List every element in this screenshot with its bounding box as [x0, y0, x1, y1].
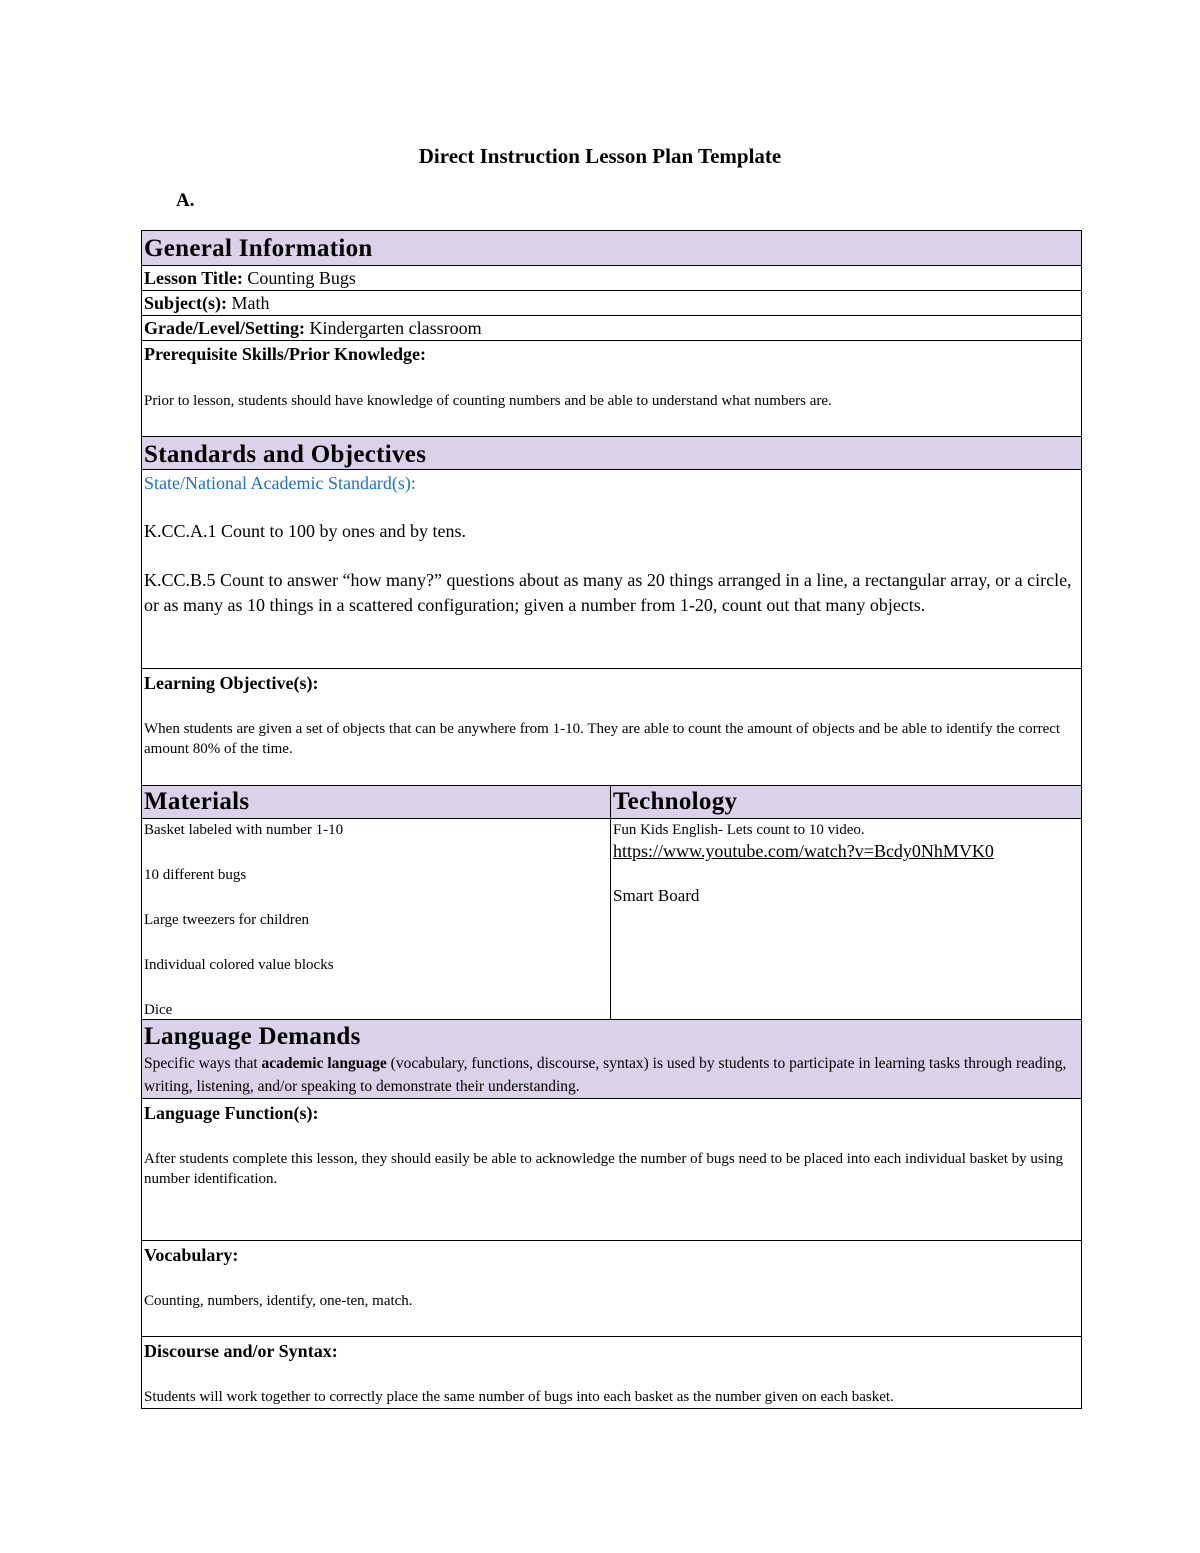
language-demands-intro: Specific ways that academic language (vocabulary, functions, discourse, syntax) is used by students to participate in learning tasks through reading, writing, listening, and/or speaking to demonstrate their understanding. — [144, 1055, 1067, 1095]
technology-list — [611, 819, 1081, 1019]
document-title: Direct Instruction Lesson Plan Template — [418, 144, 782, 168]
lesson-plan-table — [141, 230, 1082, 1409]
standards-header — [141, 436, 1082, 469]
materials-heading: Materials — [142, 786, 611, 818]
subject-value: Math — [227, 293, 270, 313]
vocabulary-row — [141, 1240, 1082, 1336]
video-link[interactable]: https://www.youtube.com/watch?v=Bcdy0NhMVK0 — [613, 841, 994, 861]
lesson-title-row — [141, 265, 1082, 290]
language-demands-heading: Language Demands — [144, 1023, 361, 1050]
prerequisite-row — [141, 340, 1082, 436]
general-information-header — [141, 230, 1082, 265]
materials-item: Basket labeled with number 1-10 — [144, 822, 344, 838]
standards-row — [141, 469, 1082, 668]
grade-row — [141, 315, 1082, 340]
materials-technology-row — [141, 818, 1082, 1019]
technology-heading: Technology — [613, 788, 738, 815]
language-function-row — [141, 1098, 1082, 1240]
discourse-row — [141, 1336, 1082, 1409]
materials-item: Dice — [144, 1002, 173, 1018]
discourse-text: Students will work together to correctly place the same number of bugs into each basket as the number given on each basket. — [144, 1389, 894, 1405]
general-information-heading: General Information — [144, 235, 373, 262]
materials-item: Individual colored value blocks — [144, 957, 334, 973]
grade-label: Grade/Level/Setting: — [144, 318, 305, 338]
materials-list — [142, 819, 611, 1019]
vocabulary-text: Counting, numbers, identify, one-ten, match. — [144, 1293, 413, 1309]
materials-item: Large tweezers for children — [144, 912, 310, 928]
grade-value: Kindergarten classroom — [304, 318, 482, 338]
section-letter: A. — [176, 190, 195, 211]
objective-text: When students are given a set of objects that can be anywhere from 1-10. They are able to count the amount of objects and be able to identify the correct amount 80% of the time. — [144, 721, 1061, 757]
lesson-title-value: Counting Bugs — [242, 268, 356, 288]
language-demands-header — [141, 1019, 1082, 1098]
objective-row — [141, 668, 1082, 785]
standard-2: K.CC.B.5 Count to answer “how many?” questions about as many as 20 things arranged in a line, a rectangular array, or a circle, or as many as 10 things in a scattered configuration; given a number from 1-20, count out that many objects. — [144, 570, 1072, 615]
lesson-title-label: Lesson Title: — [144, 268, 243, 288]
standards-heading: Standards and Objectives — [144, 441, 427, 468]
subject-label: Subject(s): — [144, 293, 227, 313]
standard-1: K.CC.A.1 Count to 100 by ones and by tens. — [144, 521, 466, 541]
video-label: Fun Kids English- Lets count to 10 video. — [613, 822, 865, 838]
smart-board: Smart Board — [613, 886, 700, 905]
objective-label: Learning Objective(s): — [144, 673, 319, 693]
materials-technology-header — [141, 785, 1082, 818]
materials-item: 10 different bugs — [144, 867, 247, 883]
prerequisite-label: Prerequisite Skills/Prior Knowledge: — [144, 344, 426, 364]
prerequisite-text: Prior to lesson, students should have knowledge of counting numbers and be able to understand what numbers are. — [144, 393, 832, 409]
language-function-text: After students complete this lesson, they should easily be able to acknowledge the number of bugs need to be placed into each individual basket by using number identification. — [144, 1151, 1063, 1187]
standard-label: State/National Academic Standard(s): — [144, 473, 416, 493]
discourse-label: Discourse and/or Syntax: — [144, 1341, 338, 1361]
subject-row — [141, 290, 1082, 315]
vocabulary-label: Vocabulary: — [144, 1245, 239, 1265]
language-function-label: Language Function(s): — [144, 1103, 319, 1123]
